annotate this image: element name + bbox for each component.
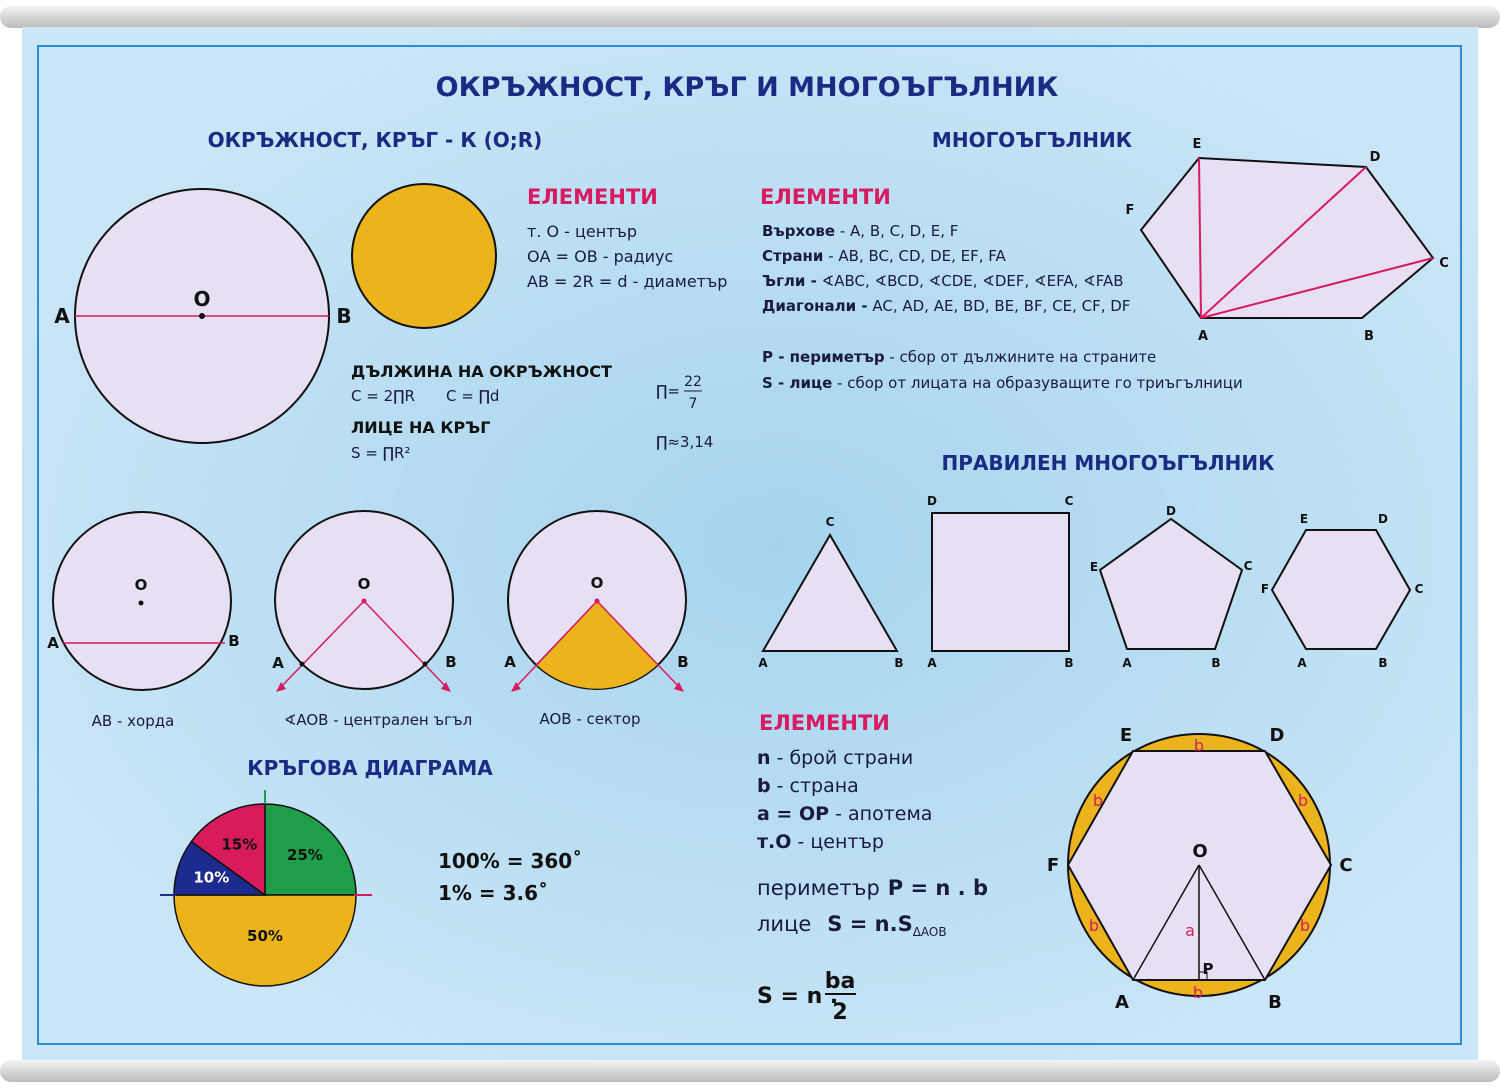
inscribed-hexagon-figure (1047, 725, 1353, 1013)
regular-pentagon (1100, 519, 1242, 649)
pi-fraction-numerator: 22 (684, 374, 702, 390)
triangle-label-c: C (825, 515, 835, 529)
polygon-element-diagonals: Диагонали - AC, AD, AE, BD, BE, BF, CE, CF, DF (762, 297, 1131, 315)
poly-label-b: B (1364, 329, 1374, 344)
sector-caption: AOB - сектор (539, 710, 641, 728)
pie-chart (160, 790, 372, 986)
polygon-elements-heading: ЕЛЕМЕНТИ (760, 185, 891, 209)
square-label-c: C (1064, 494, 1074, 508)
polygon-heading: МНОГОЪГЪЛНИК (931, 128, 1133, 152)
area-heading: ЛИЦЕ НА КРЪГ (351, 418, 491, 437)
pentagon-label-b: B (1211, 656, 1221, 670)
circle-element-2: ОА = ОВ - радиус (527, 247, 674, 266)
triangle-label-b: B (894, 656, 904, 670)
regular-element-center: т.О - център (757, 831, 884, 853)
pie-formula-1: 100% = 360˚ (438, 849, 583, 873)
main-circle-figure (54, 189, 351, 443)
poster-title: ОКРЪЖНОСТ, КРЪГ И МНОГОЪГЪЛНИК (435, 72, 1059, 103)
circle-element-1: т. О - център (527, 222, 638, 241)
hexagon-label-b: B (1378, 656, 1388, 670)
pie-slice-label: 25% (286, 846, 323, 865)
pie-slice-label: 50% (247, 926, 283, 945)
pentagon-label-a: A (1122, 656, 1132, 670)
sector-a-label: A (504, 653, 516, 671)
central-angle-figure (272, 511, 472, 729)
big-e-label: E (1119, 725, 1133, 746)
pentagon-label-c: C (1243, 559, 1253, 573)
circle-elements-heading: ЕЛЕМЕНТИ (527, 185, 658, 209)
chord-caption: АВ - хорда (91, 712, 175, 730)
triangle-label-a: A (758, 656, 768, 670)
length-formula-2: C = ∏d (446, 387, 500, 405)
regular-heading: ПРАВИЛЕН МНОГОЪГЪЛНИК (941, 451, 1275, 475)
chord-center-point (139, 601, 144, 606)
pie-heading: КРЪГОВА ДИАГРАМА (247, 756, 493, 780)
poly-label-f: F (1125, 203, 1135, 218)
final-fraction-numerator: ba (824, 969, 856, 994)
side-label-bc: b (1299, 916, 1311, 935)
pentagon-label-e: E (1089, 560, 1099, 574)
polygon-area-definition: S - лице - сбор от лицата на образуващите го триъгълници (762, 374, 1243, 392)
big-c-label: C (1339, 855, 1353, 876)
central-angle-point-b (423, 662, 428, 667)
hexagon-label-d: D (1378, 512, 1388, 526)
square-label-b: B (1064, 656, 1074, 670)
center-point (199, 313, 205, 319)
small-regular-hexagon (1272, 530, 1410, 649)
apothem-a-label: a (1185, 921, 1195, 940)
pie-slice-label: 15% (221, 835, 258, 854)
sector-center (595, 599, 600, 604)
point-a-label: A (54, 304, 70, 328)
poly-label-c: C (1439, 256, 1449, 271)
big-b-label: B (1268, 992, 1282, 1013)
center-label: O (193, 287, 211, 311)
side-label-fa: b (1088, 916, 1100, 935)
central-angle-caption: ∢AOB - централен ъгъл (283, 711, 473, 729)
equilateral-triangle-figure (758, 515, 903, 670)
big-d-label: D (1269, 725, 1285, 746)
square-label-d: D (927, 494, 937, 508)
circle-element-3: АВ = 2R = d - диаметър (527, 272, 728, 291)
big-f-label: F (1046, 855, 1060, 876)
pie-formula-2: 1% = 3.6˚ (438, 881, 549, 905)
polygon-perimeter-definition: P - периметър - сбор от дължините на страните (762, 348, 1157, 366)
chord-o-label: O (134, 576, 148, 594)
hexagon-label-c: C (1414, 582, 1424, 596)
area-formula: S = ∏R² (351, 444, 411, 462)
chord-a-label: A (47, 634, 59, 652)
central-angle-center (362, 599, 367, 604)
length-formula-1: C = 2∏R (351, 387, 415, 405)
big-a-label: A (1115, 992, 1129, 1013)
circle-heading: ОКРЪЖНОСТ, КРЪГ - К (О;R) (207, 128, 543, 152)
chord-b-label: B (228, 632, 240, 650)
central-o-label: O (357, 575, 371, 593)
regular-element-n: n - брой страни (757, 747, 914, 769)
pentagon-figure (1090, 504, 1253, 670)
filled-disk (352, 184, 496, 328)
side-label-de: b (1193, 736, 1205, 755)
square-label-a: A (927, 656, 937, 670)
pentagon-label-d: D (1166, 504, 1176, 518)
big-p-label: P (1202, 960, 1214, 978)
big-o-label: O (1192, 841, 1208, 862)
central-angle-point-a (300, 662, 305, 667)
regular-elements-heading: ЕЛЕМЕНТИ (759, 711, 890, 735)
regular-area-line: лице $S = n.S_{\Delta AOB}$ (757, 912, 947, 939)
final-fraction-denominator: 2 (832, 1000, 848, 1025)
poly-label-d: D (1369, 150, 1381, 165)
side-label-ab: b (1192, 983, 1204, 1002)
irregular-hexagon-figure (1126, 137, 1449, 344)
polygon-element-vertices: Върхове - A, B, C, D, E, F (762, 222, 959, 240)
pi-fraction-prefix: ∏= (656, 382, 680, 400)
hexagon-label-a: A (1297, 656, 1307, 670)
poly-label-e: E (1192, 137, 1202, 152)
small-hexagon-figure (1261, 512, 1424, 670)
central-a-label: A (272, 654, 284, 672)
regular-element-b: b - страна (757, 775, 859, 797)
regular-perimeter-line: периметър P = n . b (757, 876, 988, 900)
square-figure (927, 494, 1074, 670)
pi-approx: ∏≈3,14 (656, 433, 714, 451)
hexagon-label-e: E (1299, 512, 1309, 526)
chord-figure (47, 512, 240, 730)
hexagon-label-f: F (1260, 582, 1270, 596)
poly-label-a: A (1197, 329, 1209, 344)
final-area-formula: S = n . (757, 984, 839, 1009)
equilateral-triangle (763, 535, 897, 651)
point-b-label: B (336, 304, 352, 328)
central-b-label: B (445, 653, 457, 671)
side-label-cd: b (1297, 791, 1309, 810)
sector-figure (504, 511, 689, 728)
sector-b-label: B (677, 653, 689, 671)
sector-o-label: O (590, 574, 604, 592)
square (932, 513, 1069, 651)
polygon-element-angles: Ъгли - ∢ABC, ∢BCD, ∢CDE, ∢DEF, ∢EFA, ∢FAB (762, 272, 1124, 290)
side-label-ef: b (1092, 791, 1104, 810)
pie-slice-label: 10% (193, 868, 230, 887)
polygon-element-sides: Страни - AB, BC, CD, DE, EF, FA (762, 247, 1006, 265)
regular-element-a: a = OP - апотема (757, 803, 933, 825)
length-heading: ДЪЛЖИНА НА ОКРЪЖНОСТ (351, 362, 612, 381)
pi-fraction-denominator: 7 (688, 396, 698, 412)
